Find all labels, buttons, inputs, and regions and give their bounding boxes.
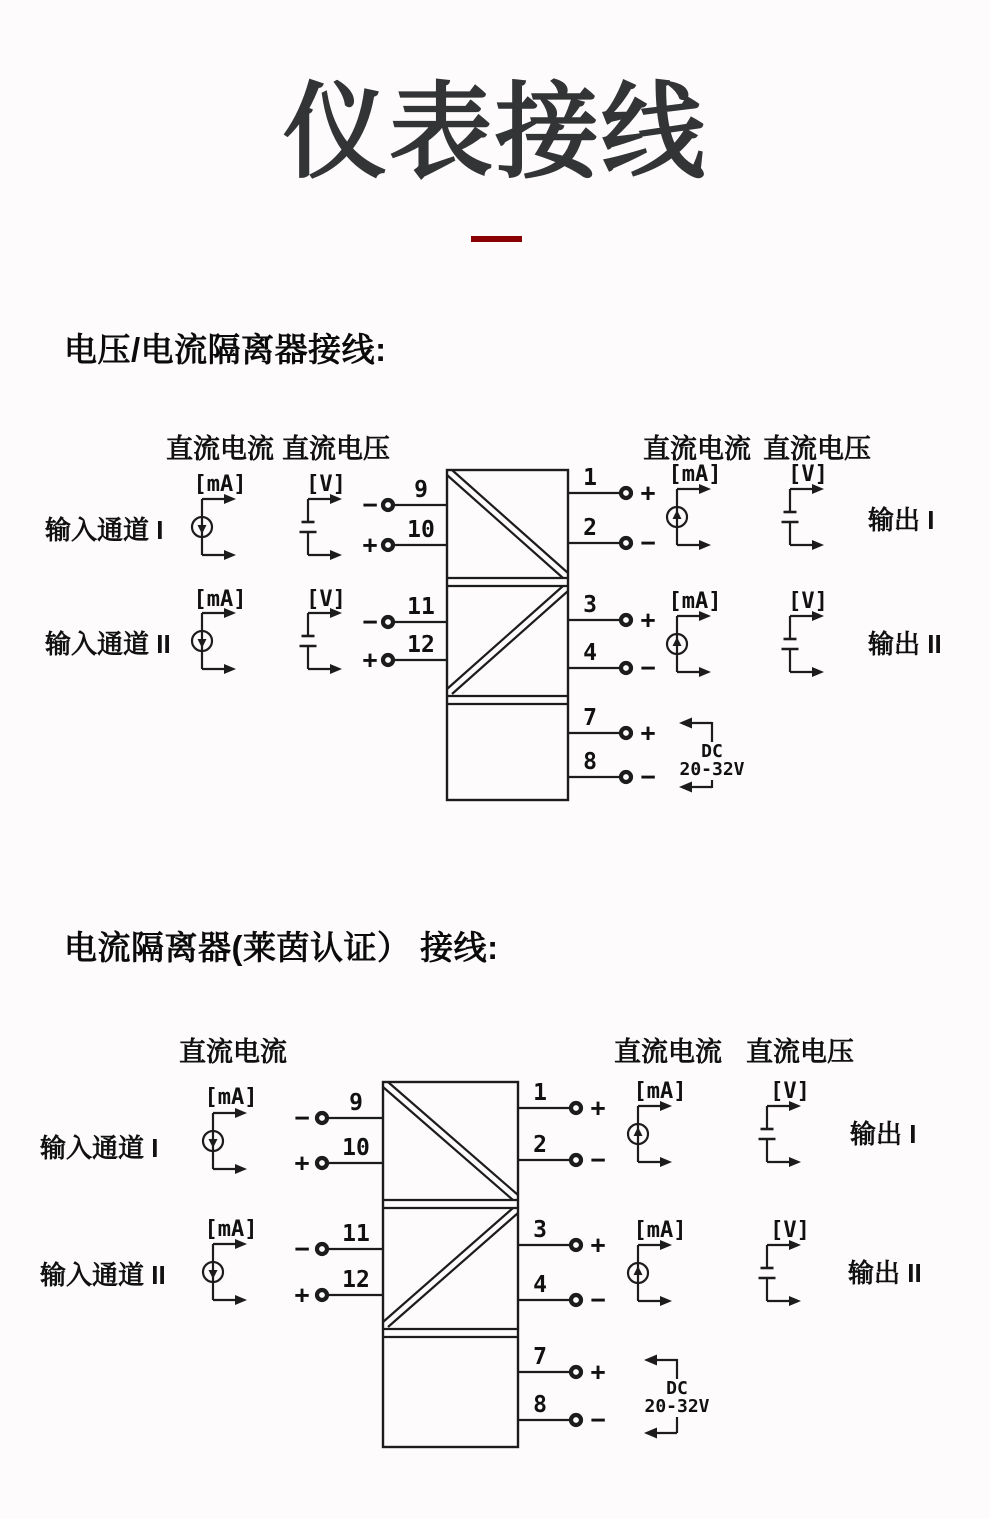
dc-label: DC [701, 741, 723, 762]
terminal-9 [362, 477, 447, 519]
polarity-sign: + [640, 605, 656, 634]
terminal-3 [518, 1217, 606, 1259]
terminal-9 [294, 1090, 383, 1132]
terminal-number: 8 [583, 749, 597, 775]
column-header-dc-voltage: 直流电压 [282, 434, 390, 464]
volt-unit-label: [V] [306, 472, 346, 497]
terminal-12 [294, 1267, 383, 1309]
volt-unit-label: [V] [306, 587, 346, 612]
terminal-7 [518, 1344, 606, 1386]
terminal-circle [621, 615, 631, 625]
terminal-2 [568, 515, 656, 557]
polarity-sign: + [294, 1148, 310, 1177]
column-header-dc-current: 直流电流 [179, 1037, 287, 1067]
terminal-number: 3 [533, 1217, 547, 1243]
terminal-4 [518, 1272, 606, 1314]
terminal-circle [317, 1113, 327, 1123]
milliamp-unit-label: [mA] [668, 589, 722, 614]
polarity-sign: − [590, 1145, 606, 1174]
polarity-sign: + [590, 1357, 606, 1386]
terminal-number: 2 [533, 1132, 547, 1158]
isolator-module-box [383, 1082, 518, 1447]
section1-heading: 电压/电流隔离器接线: [64, 331, 387, 368]
column-header-dc-current: 直流电流 [614, 1037, 722, 1067]
milliamp-unit-label: [mA] [204, 1085, 258, 1110]
input-channel-2-label: 输入通道 II [40, 1260, 166, 1290]
terminal-10 [362, 517, 447, 559]
polarity-sign: − [362, 490, 378, 519]
voltage-source-symbol [300, 494, 343, 560]
output-1-label: 输出 I [850, 1119, 917, 1149]
polarity-sign: − [590, 1405, 606, 1434]
column-header-dc-voltage: 直流电压 [763, 434, 871, 464]
volt-unit-label: [V] [788, 589, 828, 614]
column-header-dc-current: 直流电流 [643, 434, 751, 464]
polarity-sign: − [640, 762, 656, 791]
terminal-number: 4 [533, 1272, 547, 1298]
terminal-number: 4 [583, 640, 597, 666]
current-source-input-symbol [192, 494, 236, 560]
terminal-number: 1 [533, 1080, 547, 1106]
terminal-number: 9 [414, 477, 428, 503]
milliamp-unit-label: [mA] [633, 1218, 687, 1243]
column-header-dc-voltage: 直流电压 [746, 1037, 854, 1067]
volt-unit-label: [V] [788, 462, 828, 487]
terminal-number: 9 [349, 1090, 363, 1116]
milliamp-unit-label: [mA] [668, 462, 722, 487]
terminal-circle [383, 655, 393, 665]
terminal-circle [383, 500, 393, 510]
input-channel-2-label: 输入通道 II [45, 629, 171, 659]
dc-power-supply-symbol [644, 1355, 710, 1439]
current-source-input-symbol [192, 608, 236, 674]
polarity-sign: + [362, 530, 378, 559]
terminal-8 [518, 1392, 606, 1434]
terminal-circle [317, 1244, 327, 1254]
terminal-circle [571, 1295, 581, 1305]
polarity-sign: + [590, 1093, 606, 1122]
polarity-sign: + [640, 718, 656, 747]
terminal-circle [621, 728, 631, 738]
polarity-sign: − [294, 1234, 310, 1263]
terminal-circle [571, 1415, 581, 1425]
polarity-sign: − [294, 1103, 310, 1132]
voltage-current-isolator-diagram [0, 400, 990, 840]
terminal-circle [621, 488, 631, 498]
polarity-sign: + [362, 645, 378, 674]
terminal-circle [571, 1367, 581, 1377]
voltage-source-symbol [300, 608, 343, 674]
page-title: 仪表接线 [282, 75, 707, 191]
terminal-number: 8 [533, 1392, 547, 1418]
terminal-number: 1 [583, 465, 597, 491]
milliamp-unit-label: [mA] [193, 472, 247, 497]
column-header-dc-current: 直流电流 [166, 434, 274, 464]
terminal-number: 2 [583, 515, 597, 541]
voltage-source-symbol [782, 484, 825, 550]
dc-power-supply-symbol [679, 718, 745, 793]
terminal-12 [362, 632, 447, 674]
dc-voltage-range-label: 20-32V [679, 759, 745, 780]
terminal-circle [571, 1155, 581, 1165]
terminal-number: 7 [583, 705, 597, 731]
section2-heading: 电流隔离器(莱茵认证） 接线: [64, 929, 499, 966]
current-source-output-symbol [628, 1101, 672, 1167]
terminal-number: 7 [533, 1344, 547, 1370]
milliamp-unit-label: [mA] [193, 587, 247, 612]
terminal-number: 10 [342, 1135, 370, 1161]
current-isolator-certified-diagram [0, 1020, 990, 1490]
isolator-module-box [447, 470, 568, 800]
terminal-3 [568, 592, 656, 634]
dc-label: DC [666, 1378, 688, 1399]
current-source-output-symbol [667, 611, 711, 677]
dc-voltage-range-label: 20-32V [644, 1396, 710, 1417]
terminal-1 [518, 1080, 606, 1122]
polarity-sign: − [640, 528, 656, 557]
polarity-sign: + [640, 478, 656, 507]
polarity-sign: + [590, 1230, 606, 1259]
current-source-input-symbol [203, 1108, 247, 1174]
terminal-11 [362, 594, 447, 636]
polarity-sign: + [294, 1280, 310, 1309]
terminal-circle [317, 1158, 327, 1168]
output-1-label: 输出 I [868, 505, 935, 535]
polarity-sign: − [590, 1285, 606, 1314]
terminal-circle [383, 617, 393, 627]
output-2-label: 输出 II [848, 1258, 922, 1288]
terminal-number: 12 [407, 632, 435, 658]
milliamp-unit-label: [mA] [633, 1079, 687, 1104]
polarity-sign: − [362, 607, 378, 636]
voltage-source-symbol [759, 1240, 802, 1306]
volt-unit-label: [V] [770, 1079, 810, 1104]
terminal-1 [568, 465, 656, 507]
input-channel-1-label: 输入通道 I [45, 515, 164, 545]
terminal-number: 12 [342, 1267, 370, 1293]
terminal-7 [568, 705, 656, 747]
terminal-circle [383, 540, 393, 550]
milliamp-unit-label: [mA] [204, 1217, 258, 1242]
current-source-output-symbol [628, 1240, 672, 1306]
terminal-circle [621, 772, 631, 782]
terminal-number: 11 [342, 1221, 370, 1247]
volt-unit-label: [V] [770, 1218, 810, 1243]
current-source-input-symbol [203, 1239, 247, 1305]
voltage-source-symbol [782, 611, 825, 677]
input-channel-1-label: 输入通道 I [40, 1133, 159, 1163]
terminal-number: 3 [583, 592, 597, 618]
output-2-label: 输出 II [868, 629, 942, 659]
current-source-output-symbol [667, 484, 711, 550]
terminal-4 [568, 640, 656, 682]
terminal-11 [294, 1221, 383, 1263]
terminal-number: 10 [407, 517, 435, 543]
title-underline-accent [471, 236, 522, 242]
terminal-circle [621, 663, 631, 673]
terminal-circle [571, 1103, 581, 1113]
terminal-circle [317, 1290, 327, 1300]
terminal-10 [294, 1135, 383, 1177]
terminal-circle [621, 538, 631, 548]
polarity-sign: − [640, 653, 656, 682]
terminal-number: 11 [407, 594, 435, 620]
terminal-circle [571, 1240, 581, 1250]
terminal-8 [568, 749, 656, 791]
voltage-source-symbol [759, 1101, 802, 1167]
terminal-2 [518, 1132, 606, 1174]
